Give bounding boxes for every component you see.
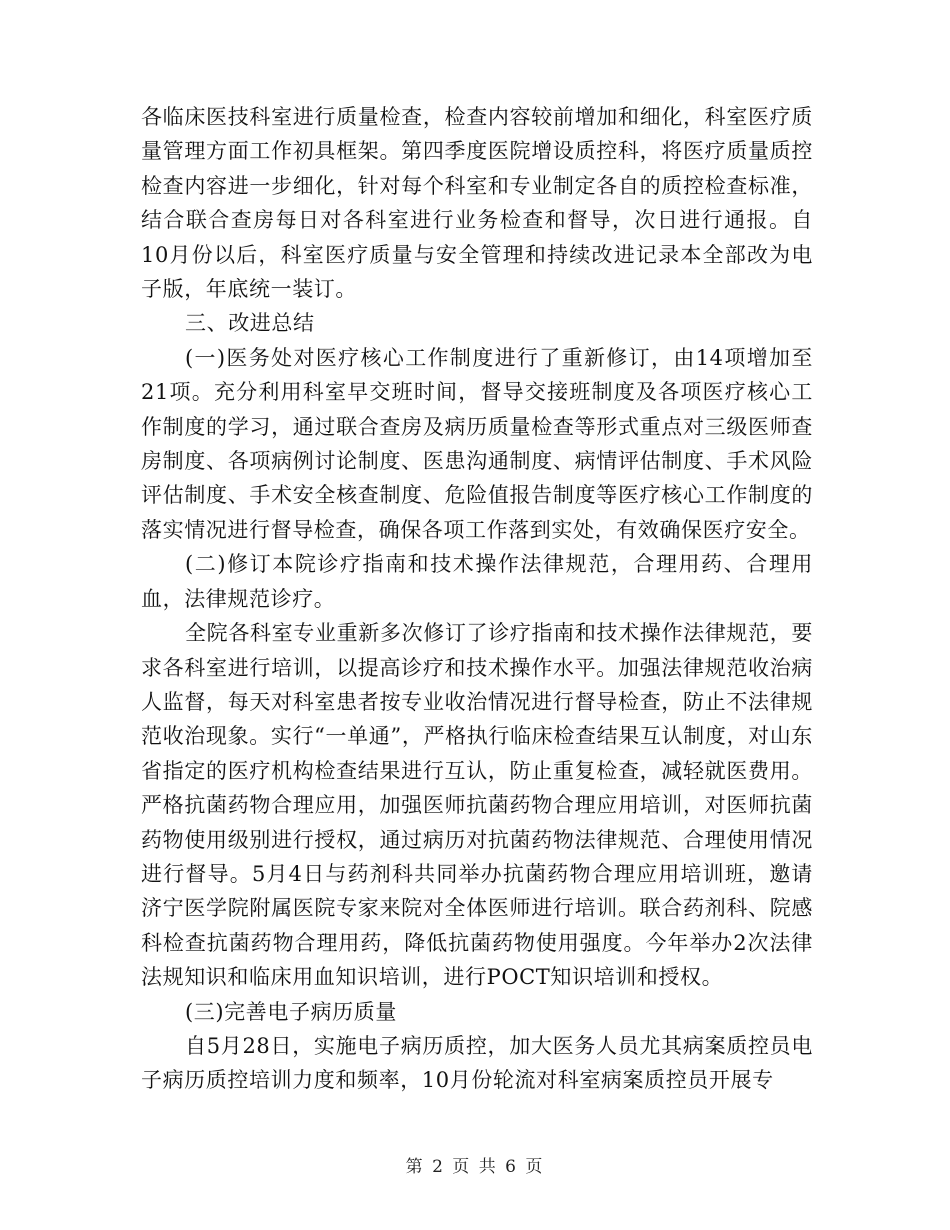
paragraph-quality-check-continued: 各临床医技科室进行质量检查，检查内容较前增加和细化，科室医疗质量管理方面工作初具框架。第四季度医院增设质控科，将医疗质量质控检查内容进一步细化，针对每个科室和专业制定各自的质控检查标准，结合联合查房每日对各科室进行业务检查和督导，次日进行通报。自10月份以后，科室医疗质量与安全管理和持续改进记录本全部改为电子版，年底统一装订。 [141, 105, 813, 302]
paragraph-emr-quality-heading: (三)完善电子病历质量 [185, 999, 397, 1024]
paragraph-guideline-revision-detail: 全院各科室专业重新多次修订了诊疗指南和技术操作法律规范，要求各科室进行培训，以提高诊疗和技术操作水平。加强法律规范收治病人监督，每天对科室患者按专业收治情况进行督导检查，防止不法律规范收治现象。实行“一单通”，严格执行临床检查结果互认制度，对山东省指定的医疗机构检查结果进行互认，防止重复检查，减轻就医费用。严格抗菌药物合理应用，加强医师抗菌药物合理应用培训，对医师抗菌药物使用级别进行授权，通过病历对抗菌药物法律规范、合理使用情况进行督导。5月4日与药剂科共同举办抗菌药物合理应用培训班，邀请济宁医学院附属医院专家来院对全体医师进行培训。联合药剂科、院感科检查抗菌药物合理用药，降低抗菌药物使用强度。今年举办2次法律法规知识和临床用血知识培训，进行POCT知识培训和授权。 [141, 621, 813, 990]
paragraph-guideline-revision-heading: (二)修订本院诊疗指南和技术操作法律规范，合理用药、合理用血，法律规范诊疗。 [141, 552, 813, 611]
page-footer [0, 1152, 950, 1177]
section-heading-improvement-summary: 三、改进总结 [185, 311, 315, 336]
paragraph-emr-quality-detail: 自5月28日，实施电子病历质控，加大医务人员尤其病案质控员电子病历质控培训力度和频率，10月份轮流对科室病案质控员开展专 [141, 1033, 813, 1093]
paragraph-core-system-revision: (一)医务处对医疗核心工作制度进行了重新修订，由14项增加至21项。充分利用科室早交班时间，督导交接班制度及各项医疗核心工作制度的学习，通过联合查房及病历质量检查等形式重点对三级医师查房制度、各项病例讨论制度、医患沟通制度、病情评估制度、手术风险评估制度、手术安全核查制度、危险值报告制度等医疗核心工作制度的落实情况进行督导检查，确保各项工作落到实处，有效确保医疗安全。 [141, 345, 813, 542]
document-body [141, 100, 813, 1098]
page-number-label: 第 2 页 共 6 页 [405, 1157, 545, 1177]
